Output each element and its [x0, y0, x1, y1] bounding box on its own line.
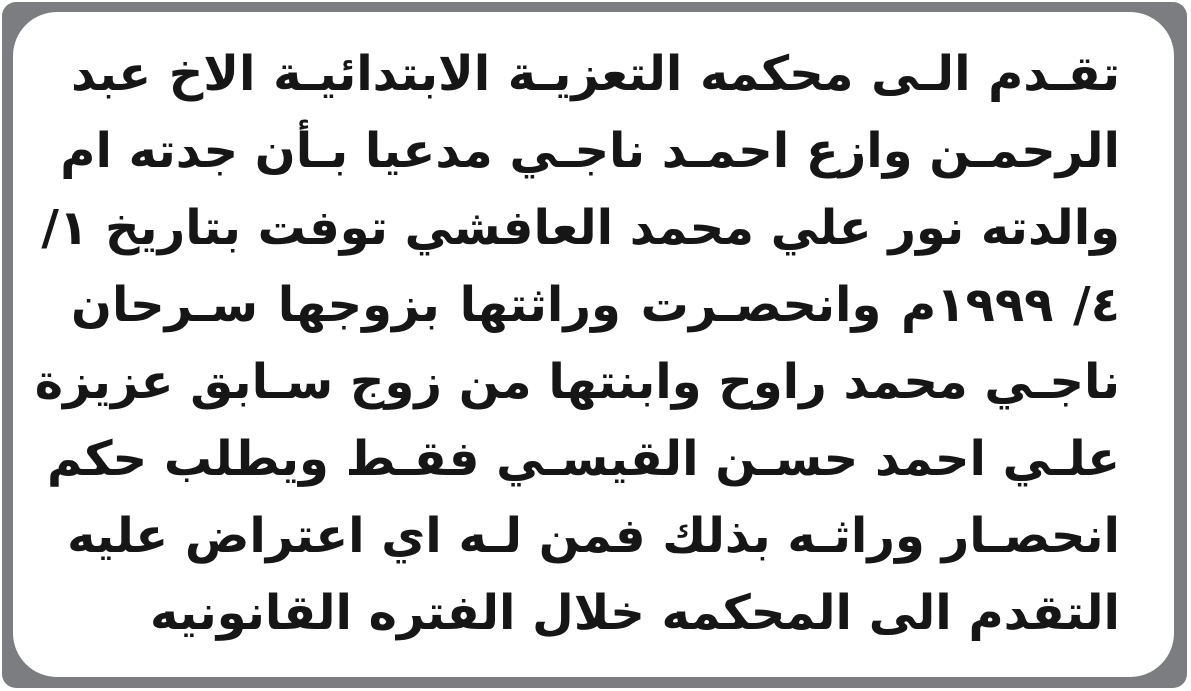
- text-line-1: تقـدم الـى محكمه التعزيـة الابتدائيـة الاخ عبد: [71, 46, 1120, 102]
- text-line-5: ناجـي محمد راوح وابنتها من زوج سـابق عزيزة: [34, 354, 1120, 410]
- text-line-3: والدته نور علي محمد العافشي توفت بتاريخ ١/: [41, 200, 1120, 256]
- text-line-6: علـي احمد حسـن القيسـي فقـط ويطلب حكم: [47, 431, 1120, 487]
- text-line-4: ٤/ ١٩٩٩م وانحصـرت وراثتها بزوجها سـرحان: [71, 277, 1120, 333]
- frame-border: [2, 2, 1187, 688]
- notice-text-block: [34, 36, 1120, 677]
- text-line-2: الرحمـن وازع احمـد ناجـي مدعيا بـأن جدته ام: [60, 123, 1120, 179]
- text-line-7: انحصـار وراثـه بذلك فمن لـه اي اعتراض عليه: [67, 508, 1120, 564]
- text-line-8: التقدم الى المحكمه خلال الفتره القانونيه: [150, 585, 1120, 641]
- notice-panel: [13, 12, 1174, 677]
